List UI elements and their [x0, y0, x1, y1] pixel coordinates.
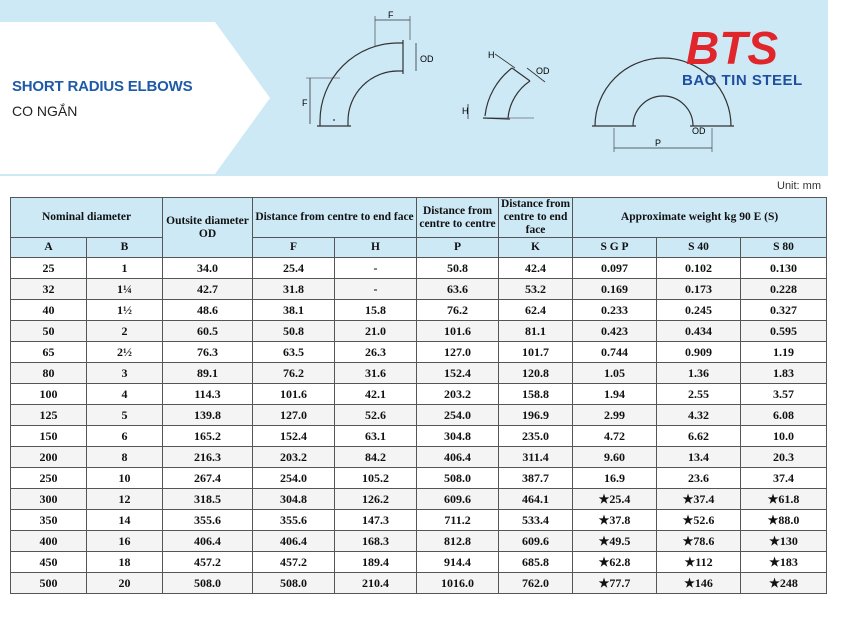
- table-cell: 457.2: [163, 552, 253, 573]
- table-cell: 50: [11, 321, 87, 342]
- table-cell: 63.6: [417, 279, 499, 300]
- table-cell: 37.4: [741, 468, 827, 489]
- table-cell: 508.0: [253, 573, 335, 594]
- table-cell: 387.7: [499, 468, 573, 489]
- table-row: [11, 321, 827, 342]
- elbow-spec-table: [10, 197, 827, 594]
- table-body: [11, 258, 827, 594]
- table-cell: 914.4: [417, 552, 499, 573]
- table-cell: 84.2: [335, 447, 417, 468]
- table-cell: 0.744: [573, 342, 657, 363]
- table-cell: 101.7: [499, 342, 573, 363]
- header-s40: S 40: [657, 238, 741, 258]
- table-cell: ★248: [741, 573, 827, 594]
- table-cell: 31.6: [335, 363, 417, 384]
- table-cell: 464.1: [499, 489, 573, 510]
- table-cell: 139.8: [163, 405, 253, 426]
- table-cell: 267.4: [163, 468, 253, 489]
- header-p: P: [417, 238, 499, 258]
- table-cell: 0.097: [573, 258, 657, 279]
- table-cell: 210.4: [335, 573, 417, 594]
- label-h-top: H: [488, 50, 495, 60]
- table-cell: 101.6: [253, 384, 335, 405]
- table-cell: 13.4: [657, 447, 741, 468]
- table-cell: 812.8: [417, 531, 499, 552]
- table-cell: 0.169: [573, 279, 657, 300]
- table-cell: 0.423: [573, 321, 657, 342]
- table-cell: 127.0: [417, 342, 499, 363]
- header-s80: S 80: [741, 238, 827, 258]
- table-cell: 62.4: [499, 300, 573, 321]
- table-cell: 1¼: [87, 279, 163, 300]
- header-b: B: [87, 238, 163, 258]
- table-cell: 52.6: [335, 405, 417, 426]
- table-cell: 254.0: [417, 405, 499, 426]
- table-cell: 120.8: [499, 363, 573, 384]
- table-cell: 1.05: [573, 363, 657, 384]
- table-cell: 685.8: [499, 552, 573, 573]
- table-cell: 152.4: [417, 363, 499, 384]
- table-cell: 318.5: [163, 489, 253, 510]
- table-cell: 609.6: [417, 489, 499, 510]
- table-cell: ★37.4: [657, 489, 741, 510]
- table-cell: 20.3: [741, 447, 827, 468]
- table-row: [11, 384, 827, 405]
- brand-name: BAO TIN STEEL: [682, 72, 803, 89]
- table-cell: 216.3: [163, 447, 253, 468]
- table-row: [11, 258, 827, 279]
- table-cell: 203.2: [417, 384, 499, 405]
- bts-logo: [680, 14, 830, 106]
- table-row: [11, 342, 827, 363]
- table-cell: 457.2: [253, 552, 335, 573]
- table-cell: 1016.0: [417, 573, 499, 594]
- table-cell: ★112: [657, 552, 741, 573]
- table-cell: 189.4: [335, 552, 417, 573]
- table-cell: 9.60: [573, 447, 657, 468]
- table-cell: 1.36: [657, 363, 741, 384]
- table-cell: 0.909: [657, 342, 741, 363]
- table-cell: 101.6: [417, 321, 499, 342]
- header-sgp: S G P: [573, 238, 657, 258]
- table-cell: ★130: [741, 531, 827, 552]
- table-cell: 3: [87, 363, 163, 384]
- table-cell: 0.327: [741, 300, 827, 321]
- elbow-diagrams: [290, 6, 706, 174]
- table-cell: 32: [11, 279, 87, 300]
- table-cell: 311.4: [499, 447, 573, 468]
- table-cell: 406.4: [253, 531, 335, 552]
- table-cell: 127.0: [253, 405, 335, 426]
- table-cell: 114.3: [163, 384, 253, 405]
- table-cell: 15.8: [335, 300, 417, 321]
- table-cell: 406.4: [417, 447, 499, 468]
- table-cell: 80: [11, 363, 87, 384]
- table-row: [11, 552, 827, 573]
- header-distance-centre: Distance from centre to centre: [417, 198, 499, 238]
- table-cell: 125: [11, 405, 87, 426]
- table-row: [11, 531, 827, 552]
- table-cell: 400: [11, 531, 87, 552]
- table-cell: 50.8: [253, 321, 335, 342]
- table-cell: 350: [11, 510, 87, 531]
- table-cell: ★25.4: [573, 489, 657, 510]
- table-cell: 196.9: [499, 405, 573, 426]
- table-cell: 63.1: [335, 426, 417, 447]
- table-row: [11, 405, 827, 426]
- table-cell: ★183: [741, 552, 827, 573]
- table-row: [11, 447, 827, 468]
- label-f-side: F: [302, 98, 308, 108]
- table-cell: 406.4: [163, 531, 253, 552]
- table-cell: 23.6: [657, 468, 741, 489]
- table-cell: 6.08: [741, 405, 827, 426]
- table-cell: 150: [11, 426, 87, 447]
- table-cell: 0.173: [657, 279, 741, 300]
- table-cell: 254.0: [253, 468, 335, 489]
- table-cell: 0.245: [657, 300, 741, 321]
- table-cell: -: [335, 258, 417, 279]
- table-cell: 34.0: [163, 258, 253, 279]
- label-p: P: [655, 138, 662, 148]
- table-cell: 4.32: [657, 405, 741, 426]
- table-cell: 4: [87, 384, 163, 405]
- table-cell: 65: [11, 342, 87, 363]
- header-distance-end-face: Distance from centre to end face: [253, 198, 417, 238]
- table-cell: 0.130: [741, 258, 827, 279]
- table-cell: 81.1: [499, 321, 573, 342]
- table-cell: 42.4: [499, 258, 573, 279]
- header-outside-diameter: Outsite diameter OD: [163, 198, 253, 258]
- table-cell: 0.102: [657, 258, 741, 279]
- header-nominal-diameter: Nominal diameter: [11, 198, 163, 238]
- table-cell: 42.7: [163, 279, 253, 300]
- table-cell: ★49.5: [573, 531, 657, 552]
- table-cell: 0.595: [741, 321, 827, 342]
- header-k: K: [499, 238, 573, 258]
- table-cell: 0.233: [573, 300, 657, 321]
- table-cell: ★146: [657, 573, 741, 594]
- table-cell: 12: [87, 489, 163, 510]
- table-cell: 0.228: [741, 279, 827, 300]
- table-row: [11, 426, 827, 447]
- table-cell: 508.0: [417, 468, 499, 489]
- table-cell: 355.6: [253, 510, 335, 531]
- table-cell: 0.434: [657, 321, 741, 342]
- table-cell: 38.1: [253, 300, 335, 321]
- title-arrow-shape: [0, 22, 270, 174]
- table-cell: 2.55: [657, 384, 741, 405]
- page-subtitle: CO NGẮN: [12, 103, 78, 119]
- unit-label: Unit: mm: [777, 180, 821, 192]
- table-cell: 152.4: [253, 426, 335, 447]
- table-cell: 2.99: [573, 405, 657, 426]
- table-row: [11, 300, 827, 321]
- table-cell: 304.8: [417, 426, 499, 447]
- table-cell: 762.0: [499, 573, 573, 594]
- table-cell: 40: [11, 300, 87, 321]
- table-cell: 89.1: [163, 363, 253, 384]
- table-cell: ★61.8: [741, 489, 827, 510]
- table-cell: 8: [87, 447, 163, 468]
- table-cell: 50.8: [417, 258, 499, 279]
- label-h-side: H: [462, 106, 469, 116]
- table-cell: ★88.0: [741, 510, 827, 531]
- table-cell: 60.5: [163, 321, 253, 342]
- table-cell: 200: [11, 447, 87, 468]
- table-cell: 48.6: [163, 300, 253, 321]
- table-row: [11, 279, 827, 300]
- header-h: H: [335, 238, 417, 258]
- table-cell: 105.2: [335, 468, 417, 489]
- table-cell: 20: [87, 573, 163, 594]
- header-approx-weight: Approximate weight kg 90 E (S): [573, 198, 827, 238]
- table-cell: 1.94: [573, 384, 657, 405]
- table-cell: 168.3: [335, 531, 417, 552]
- table-cell: 76.3: [163, 342, 253, 363]
- label-od-1: OD: [420, 54, 434, 64]
- table-cell: 4.72: [573, 426, 657, 447]
- table-cell: 18: [87, 552, 163, 573]
- table-row: [11, 573, 827, 594]
- table-cell: 1.19: [741, 342, 827, 363]
- table-cell: 25: [11, 258, 87, 279]
- table-cell: 16: [87, 531, 163, 552]
- table-cell: 100: [11, 384, 87, 405]
- table-cell: 63.5: [253, 342, 335, 363]
- table-cell: 10.0: [741, 426, 827, 447]
- table-cell: 355.6: [163, 510, 253, 531]
- table-cell: 21.0: [335, 321, 417, 342]
- table-cell: 450: [11, 552, 87, 573]
- table-cell: 1: [87, 258, 163, 279]
- table-cell: 158.8: [499, 384, 573, 405]
- table-cell: 533.4: [499, 510, 573, 531]
- table-cell: ★78.6: [657, 531, 741, 552]
- label-f-top: F: [388, 10, 394, 20]
- table-cell: 3.57: [741, 384, 827, 405]
- table-cell: 126.2: [335, 489, 417, 510]
- table-cell: 26.3: [335, 342, 417, 363]
- table-cell: 6.62: [657, 426, 741, 447]
- table-row: [11, 510, 827, 531]
- table-row: [11, 468, 827, 489]
- table-cell: ★37.8: [573, 510, 657, 531]
- table-cell: 147.3: [335, 510, 417, 531]
- table-cell: ★77.7: [573, 573, 657, 594]
- table-cell: 14: [87, 510, 163, 531]
- table-cell: 10: [87, 468, 163, 489]
- table-cell: 6: [87, 426, 163, 447]
- table-cell: 42.1: [335, 384, 417, 405]
- table-row: [11, 363, 827, 384]
- table-cell: 1½: [87, 300, 163, 321]
- page-title: SHORT RADIUS ELBOWS: [12, 78, 193, 95]
- label-od-2: OD: [536, 66, 550, 76]
- table-cell: 203.2: [253, 447, 335, 468]
- header-a: A: [11, 238, 87, 258]
- table-cell: 165.2: [163, 426, 253, 447]
- table-cell: 609.6: [499, 531, 573, 552]
- table-cell: 31.8: [253, 279, 335, 300]
- table-cell: 25.4: [253, 258, 335, 279]
- table-row: [11, 489, 827, 510]
- header-distance-k: Distance from centre to end face: [499, 198, 573, 238]
- table-cell: 500: [11, 573, 87, 594]
- table-cell: 2½: [87, 342, 163, 363]
- elbow-90-drawing: [306, 16, 416, 126]
- table-cell: 5: [87, 405, 163, 426]
- table-cell: 300: [11, 489, 87, 510]
- header-f: F: [253, 238, 335, 258]
- bts-logo-letters: BTS: [686, 22, 778, 74]
- table-cell: 16.9: [573, 468, 657, 489]
- label-od-3: OD: [692, 126, 706, 136]
- table-cell: 250: [11, 468, 87, 489]
- table-cell: 53.2: [499, 279, 573, 300]
- table-cell: 304.8: [253, 489, 335, 510]
- elbow-45-drawing: [468, 54, 545, 119]
- table-cell: ★62.8: [573, 552, 657, 573]
- table-cell: 76.2: [417, 300, 499, 321]
- table-cell: 508.0: [163, 573, 253, 594]
- table-cell: 711.2: [417, 510, 499, 531]
- table-cell: 76.2: [253, 363, 335, 384]
- table-cell: 2: [87, 321, 163, 342]
- table-cell: ★52.6: [657, 510, 741, 531]
- table-cell: -: [335, 279, 417, 300]
- table-cell: 1.83: [741, 363, 827, 384]
- table-cell: 235.0: [499, 426, 573, 447]
